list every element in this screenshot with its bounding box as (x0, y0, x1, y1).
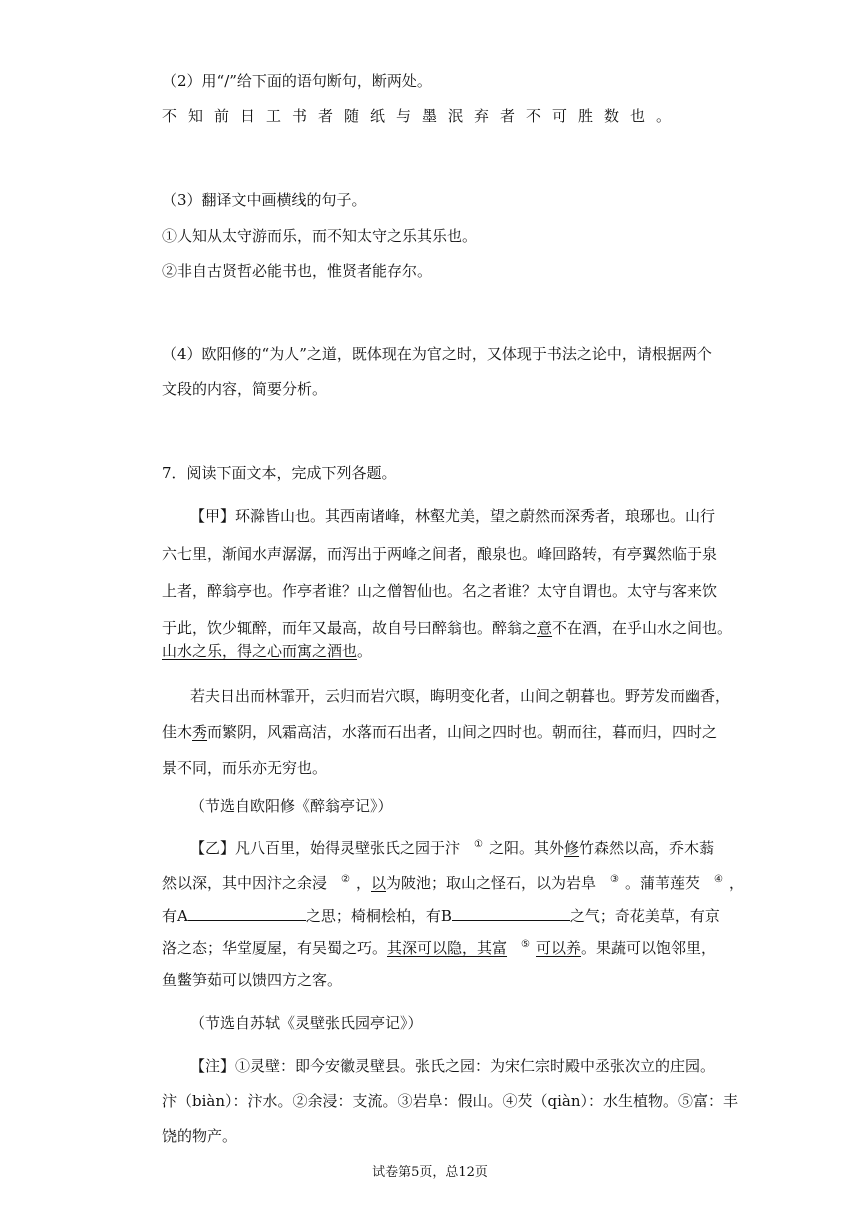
footnote-marker-1: ① (474, 839, 483, 850)
underlined-sentence-2b: 可以养 (536, 939, 582, 957)
q4-line-2: 文段的内容，简要分析。 (162, 380, 328, 398)
yi-line-4 (162, 937, 716, 962)
underlined-word-xiu2: 修 (564, 839, 580, 857)
footnote-marker-2: ② (341, 874, 350, 885)
note-line-3: 饶的物产。 (162, 1127, 238, 1145)
blank-a-label: 有A (162, 907, 188, 925)
jia-line-5-tail: 。 (357, 642, 373, 660)
jia-p2-line-2-head: 佳木 (162, 723, 193, 741)
blank-b[interactable] (452, 906, 570, 921)
underlined-word-xiu: 秀 (192, 723, 208, 741)
blank-a[interactable] (188, 906, 306, 921)
jia-line-4-tail: 不在酒，在乎山水之间也。 (552, 619, 733, 637)
yi-line-3 (162, 905, 720, 927)
jia-line-4 (162, 617, 732, 639)
yi-line-1-mid: 之阳。其外 (488, 839, 564, 857)
yi-line-2-mid2: 。蒲苇莲芡 (625, 874, 701, 892)
jia-line-4-text: 于此，饮少辄醉，而年又最高，故自号曰醉翁也。醉翁之 (162, 619, 538, 637)
jia-p2-line-2 (162, 721, 717, 743)
yi-line-4-tail: 。果蔬可以饱邻里， (581, 939, 717, 957)
yi-line-1 (190, 837, 714, 862)
yi-line-5: 鱼鳖笋茹可以馈四方之客。 (162, 971, 343, 989)
yi-line-1-head: 【乙】凡八百里，始得灵壁张氏之园于汴 (190, 839, 461, 857)
jia-p2-line-3: 景不同，而乐亦无穷也。 (162, 759, 328, 777)
q3-sentence-2: ②非自古贤哲必能书也，惟贤者能存尔。 (162, 262, 433, 280)
q4-line-1: （4）欧阳修的“为人”之道，既体现在为官之时，又体现于书法之论中，请根据两个 (162, 345, 712, 363)
jia-line-3: 上者，醉翁亭也。作亭者谁？山之僧智仙也。名之者谁？太守自谓也。太守与客来饮 (162, 582, 718, 600)
jia-line-1: 【甲】环滁皆山也。其西南诸峰，林壑尤美，望之蔚然而深秀者，琅琊也。山行 (190, 507, 716, 525)
yi-line-2 (162, 872, 744, 897)
yi-source: （节选自苏轼《灵壁张氏园亭记》） (190, 1014, 423, 1032)
q7-title: 7．阅读下面文本，完成下列各题。 (162, 464, 397, 482)
note-line-2: 汴（biàn）：汴水。②余浸：支流。③岩阜：假山。④芡（qiàn）：水生植物。⑤富：丰 (162, 1092, 739, 1110)
jia-p2-line-2-tail: 而繁阴，风霜高洁，水落而石出者，山间之四时也。朝而往，暮而归，四时之 (207, 723, 718, 741)
q2-prompt: （2）用“/”给下面的语句断句，断两处。 (162, 72, 432, 90)
underlined-sentence-2a: 其深可以隐，其富 (387, 939, 508, 957)
jia-line-2: 六七里，渐闻水声潺潺，而泻出于两峰之间者，酿泉也。峰回路转，有亭翼然临于泉 (162, 545, 718, 563)
q2-sentence: 不知前日工书者随纸与墨泯弃者不可胜数也。 (162, 107, 683, 125)
jia-line-5 (162, 640, 372, 662)
underlined-sentence: 山水之乐，得之心而寓之酒也 (162, 642, 358, 660)
blank-b-label: 之思；椅桐桧柏，有B (305, 907, 452, 925)
jia-p2-line-1: 若夫日出而林霏开，云归而岩穴暝，晦明变化者，山间之朝暮也。野芳发而幽香， (190, 687, 731, 705)
q3-prompt: （3）翻译文中画横线的句子。 (162, 191, 367, 209)
yi-line-2-comma: ， (355, 874, 371, 892)
footnote-marker-4: ④ (714, 874, 723, 885)
page-footer: 试卷第5页，总12页 (372, 1165, 488, 1180)
yi-line-2-tail: ， (728, 874, 744, 892)
yi-line-2-head: 然以深，其中因汴之余浸 (162, 874, 328, 892)
yi-line-1-tail: 竹森然以高，乔木蓊 (579, 839, 715, 857)
yi-line-4-head: 洛之态；华堂厦屋，有吴蜀之巧。 (162, 939, 388, 957)
underlined-word-yi: 意 (537, 619, 553, 637)
footnote-marker-5: ⑤ (521, 939, 530, 950)
yi-line-2-mid: 为陂池；取山之怪石，以为岩阜 (386, 874, 597, 892)
note-line-1: 【注】①灵壁：即今安徽灵壁县。张氏之园：为宋仁宗时殿中丞张次立的庄园。 (190, 1057, 716, 1075)
yi-line-3-tail: 之气；奇花美草，有京 (569, 907, 720, 925)
q3-sentence-1: ①人知从太守游而乐，而不知太守之乐其乐也。 (162, 227, 478, 245)
footnote-marker-3: ③ (610, 874, 619, 885)
underlined-word-yi2: 以 (371, 874, 387, 892)
jia-source: （节选自欧阳修《醉翁亭记》） (190, 797, 393, 815)
